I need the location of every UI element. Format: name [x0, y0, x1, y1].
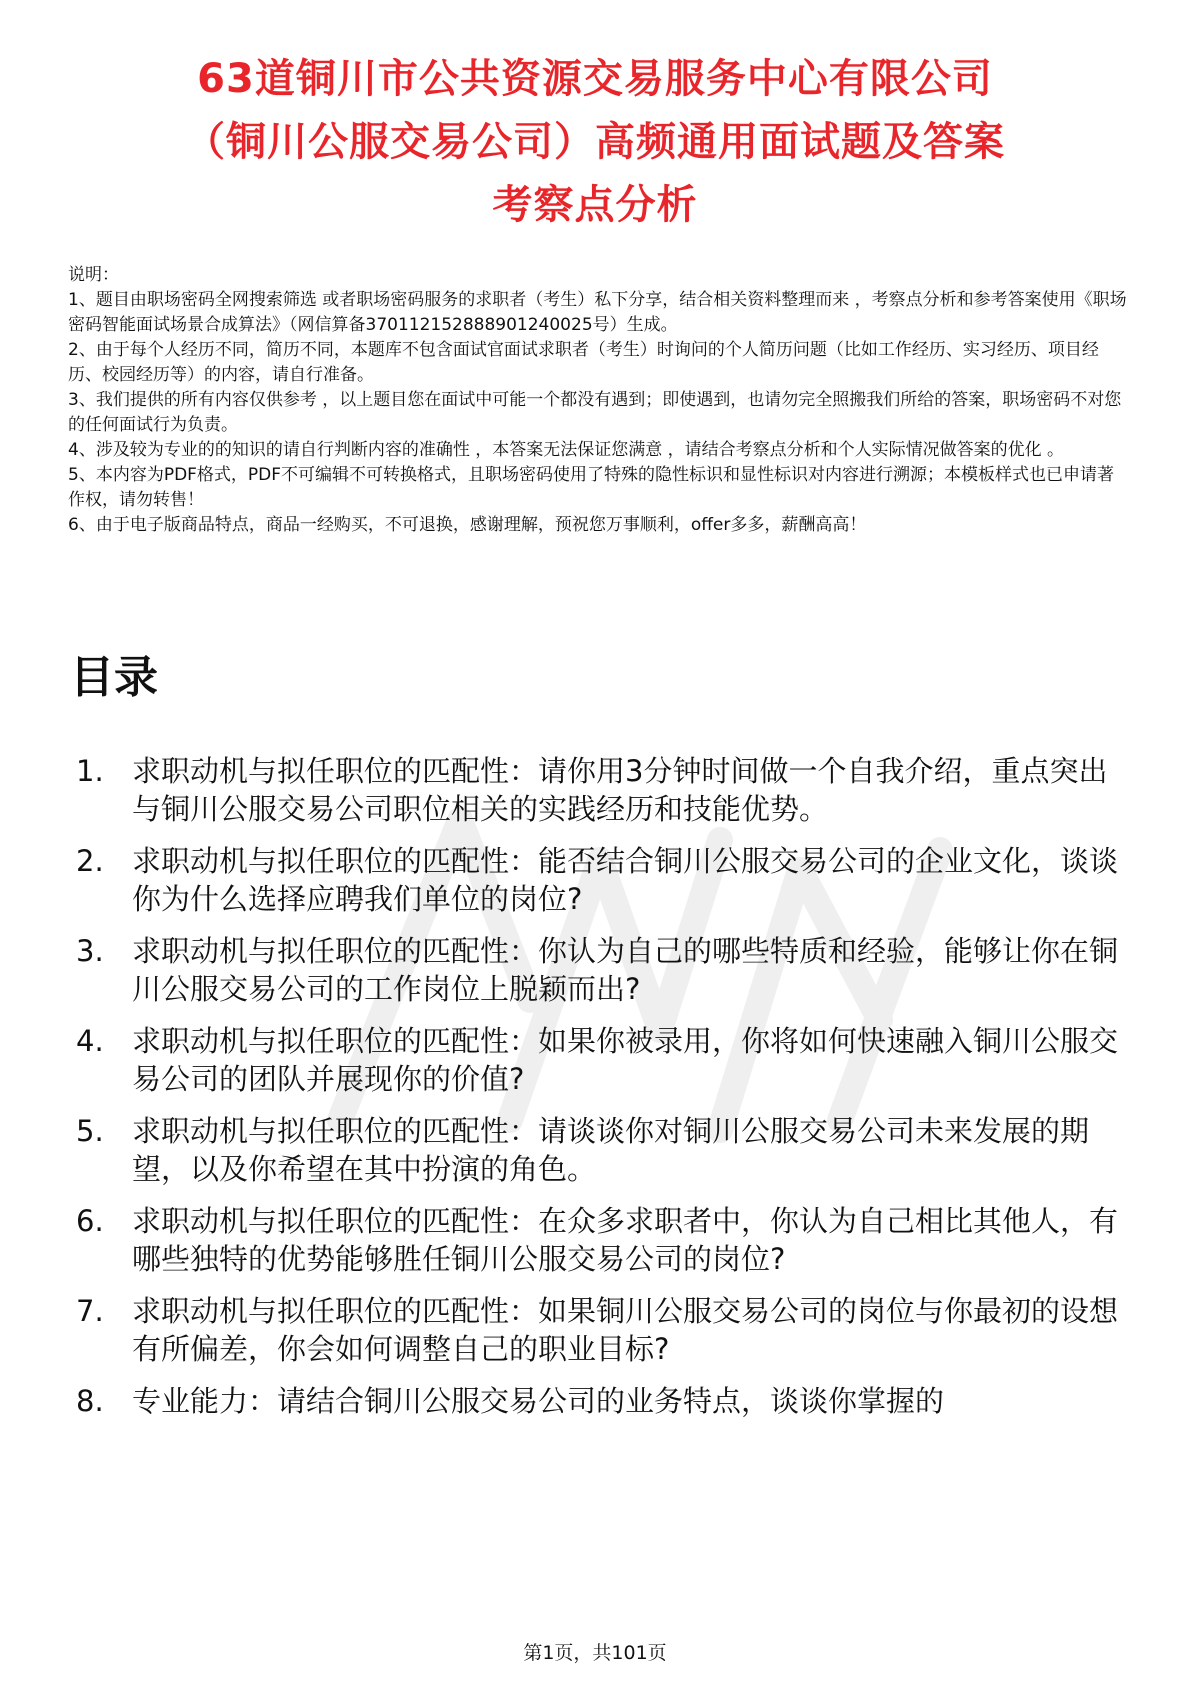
- toc-item-text: 求职动机与拟任职位的匹配性：如果铜川公服交易公司的岗位与你最初的设想有所偏差，你会如何调整自己的职业目标?: [132, 1294, 1119, 1366]
- toc-item[interactable]: [70, 1202, 1130, 1278]
- instruction-item: 1、题目由职场密码全网搜索筛选 或者职场密码服务的求职者（考生）私下分享，结合相关资料整理而来 ，考察点分析和参考答案使用《职场密码智能面试场景合成算法》（网信算备370112152888901240025号）生成。: [68, 290, 1127, 335]
- page-footer: 第1页，共101页: [523, 1642, 667, 1664]
- instruction-item: 5、本内容为PDF格式，PDF不可编辑不可转换格式，且职场密码使用了特殊的隐性标识和显性标识对内容进行溯源；本模板样式也已申请著作权，请勿转售！: [68, 465, 1115, 510]
- toc-item[interactable]: [70, 932, 1130, 1008]
- toc-item-text: 求职动机与拟任职位的匹配性：如果你被录用，你将如何快速融入铜川公服交易公司的团队并展现你的价值?: [132, 1024, 1119, 1096]
- instruction-item: 3、我们提供的所有内容仅供参考 ，以上题目您在面试中可能一个都没有遇到；即使遇到，也请勿完全照搬我们所给的答案，职场密码不对您的任何面试行为负责。: [68, 390, 1122, 435]
- toc-item-number: 7.: [76, 1294, 104, 1328]
- toc-item-text: 求职动机与拟任职位的匹配性：你认为自己的哪些特质和经验，能够让你在铜川公服交易公司的工作岗位上脱颖而出?: [132, 934, 1119, 1006]
- instructions-heading: 说明：: [68, 265, 119, 285]
- document-title: [60, 48, 1130, 237]
- toc-item-text: 求职动机与拟任职位的匹配性：请谈谈你对铜川公服交易公司未来发展的期望，以及你希望在其中扮演的角色。: [132, 1114, 1090, 1186]
- instruction-item: 4、涉及较为专业的的知识的请自行判断内容的准确性 ，本答案无法保证您满意 ，请结合考察点分析和个人实际情况做答案的优化 。: [68, 440, 1065, 460]
- toc-item-number: 4.: [76, 1024, 104, 1058]
- toc-item-number: 1.: [76, 754, 104, 788]
- toc-item[interactable]: [70, 1022, 1130, 1098]
- toc-item-number: 2.: [76, 844, 104, 878]
- toc-item-text: 求职动机与拟任职位的匹配性：能否结合铜川公服交易公司的企业文化，谈谈你为什么选择应聘我们单位的岗位?: [132, 844, 1119, 916]
- toc-item-text: 求职动机与拟任职位的匹配性：请你用3分钟时间做一个自我介绍，重点突出与铜川公服交易公司职位相关的实践经历和技能优势。: [132, 754, 1108, 826]
- instruction-item: 6、由于电子版商品特点，商品一经购买，不可退换，感谢理解，预祝您万事顺利，offer多多，薪酬高高！: [68, 515, 867, 535]
- toc-item[interactable]: [70, 1112, 1130, 1188]
- toc-item-number: 5.: [76, 1114, 104, 1148]
- toc-item[interactable]: [70, 1382, 1130, 1420]
- title-line-3: 考察点分析: [492, 182, 698, 228]
- instructions-section: [68, 263, 1128, 538]
- toc-item[interactable]: [70, 1292, 1130, 1368]
- toc-item-text: 求职动机与拟任职位的匹配性：在众多求职者中，你认为自己相比其他人，有哪些独特的优势能够胜任铜川公服交易公司的岗位?: [132, 1204, 1119, 1276]
- toc-item[interactable]: [70, 752, 1130, 828]
- toc-item-text: 专业能力：请结合铜川公服交易公司的业务特点，谈谈你掌握的: [132, 1384, 945, 1418]
- toc-item[interactable]: [70, 842, 1130, 918]
- title-line-2: （铜川公服交易公司）高频通用面试题及答案: [185, 119, 1005, 165]
- table-of-contents: [70, 752, 1130, 1434]
- title-line-1: 63道铜川市公共资源交易服务中心有限公司: [197, 56, 993, 102]
- instruction-item: 2、由于每个人经历不同，简历不同，本题库不包含面试官面试求职者（考生）时询问的个人简历问题（比如工作经历、实习经历、项目经历、校园经历等）的内容，请自行准备。: [68, 340, 1099, 385]
- toc-item-number: 6.: [76, 1204, 104, 1238]
- toc-heading: 目录: [70, 652, 158, 703]
- toc-item-number: 8.: [76, 1384, 104, 1418]
- toc-item-number: 3.: [76, 934, 104, 968]
